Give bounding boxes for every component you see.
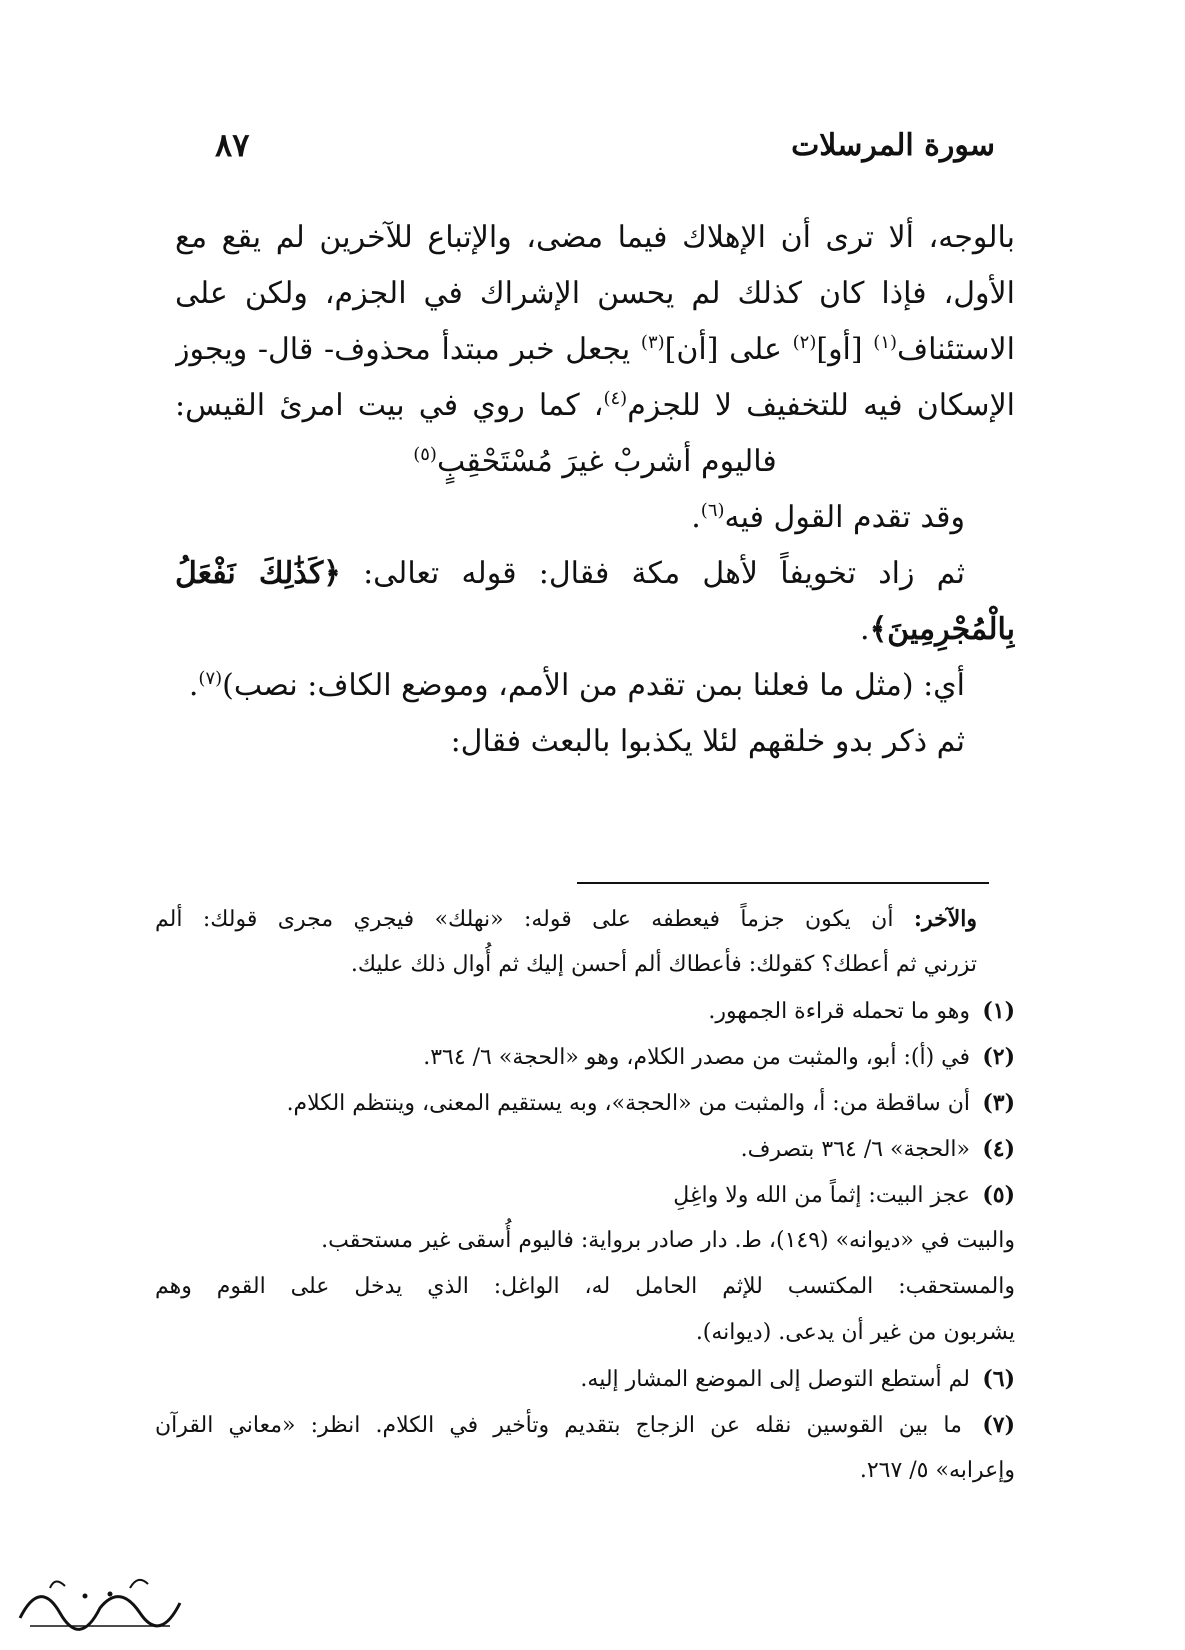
- footnote-separator: [577, 882, 989, 884]
- text-fragment: [أو]: [816, 332, 863, 367]
- main-text: [175, 210, 1015, 770]
- period: .: [860, 612, 870, 647]
- footnote-number: (١): [982, 998, 1015, 1024]
- text-line: [175, 658, 1015, 714]
- footnote-item: [155, 1172, 1015, 1218]
- footnote-item: [155, 1402, 1015, 1448]
- text-line: ثم ذكر بدو خلقهم لئلا يكذبوا بالبعث فقال:: [450, 724, 965, 759]
- verse-line: [175, 434, 1015, 490]
- footnote-number: (٢): [982, 1044, 1015, 1070]
- verse-text: فاليوم أشربْ غيرَ مُسْتَحْقِبٍ: [436, 444, 777, 479]
- quran-verse: بِالْمُجْرِمِينَ﴾: [869, 612, 1015, 647]
- page-number: ٨٧: [215, 126, 250, 164]
- footnote-line: والمستحقب: المكتسب للإثم الحامل له، الواغل: الذي يدخل على القوم وهم: [155, 1274, 1015, 1299]
- period: .: [188, 668, 199, 703]
- footnote-line: [155, 896, 1015, 942]
- text-fragment: يجعل خبر مبتدأ محذوف- قال- ويجوز: [175, 332, 631, 367]
- footnote-item: [155, 1034, 1015, 1080]
- running-title: سورة المرسلات: [791, 128, 995, 163]
- footnote-lead: والآخر:: [913, 906, 977, 932]
- text-line: [175, 602, 1015, 658]
- footnote-text: ما بين القوسين نقله عن الزجاج بتقديم وتأخير في الكلام. انظر: «معاني القرآن: [155, 1413, 962, 1438]
- footnote-marker[interactable]: (٦): [700, 500, 725, 521]
- footnote-text: أن يكون جزماً فيعطفه على قوله: «نهلك» فيجري مجرى قولك: ألم: [155, 907, 894, 932]
- text-line: [175, 322, 1015, 378]
- text-line: [175, 546, 1015, 602]
- footnote-marker[interactable]: (٧): [198, 668, 223, 689]
- text-fragment: الإسكان فيه للتخفيف لا للجزم: [627, 388, 1015, 423]
- quran-verse: ﴿كَذَٰلِكَ نَفْعَلُ: [175, 556, 341, 591]
- text-fragment: وقد تقدم القول فيه: [724, 500, 965, 535]
- footnote-marker[interactable]: (٤): [603, 388, 628, 409]
- text-line: الأول، فإذا كان كذلك لم يحسن الإشراك في الجزم، ولكن على: [175, 276, 1015, 311]
- footnote-item: [155, 1356, 1015, 1402]
- footnote-line: وإعرابه» ٥/ ٢٦٧.: [859, 1458, 1015, 1483]
- footnote-number: (٥): [982, 1182, 1015, 1208]
- footnote-marker[interactable]: (٣): [640, 332, 665, 353]
- publisher-logo: [10, 1568, 190, 1638]
- period: .: [691, 500, 701, 535]
- footnote-number: (٣): [982, 1090, 1015, 1116]
- footnote-text: أن ساقطة من: أ، والمثبت من «الحجة»، وبه يستقيم المعنى، وينتظم الكلام.: [286, 1091, 970, 1116]
- footnote-marker[interactable]: (٥): [413, 444, 437, 465]
- footnote-line: والبيت في «ديوانه» (١٤٩)، ط. دار صادر برواية: فاليوم أُسقى غير مستحقب.: [321, 1228, 1015, 1253]
- footnote-number: (٦): [982, 1366, 1015, 1392]
- text-line: [175, 378, 1015, 434]
- text-line: بالوجه، ألا ترى أن الإهلاك فيما مضى، والإتباع للآخرين لم يقع مع: [175, 220, 1015, 255]
- footnote-item: [155, 1080, 1015, 1126]
- footnote-text: عجز البيت: إثماً من الله ولا واغِلِ: [673, 1183, 970, 1208]
- footnote-marker[interactable]: (١): [873, 332, 898, 353]
- footnote-number: (٤): [982, 1136, 1015, 1162]
- footnote-line: يشربون من غير أن يدعى. (ديوانه).: [695, 1320, 1015, 1345]
- footnote-marker[interactable]: (٢): [792, 332, 817, 353]
- footnote-text: «الحجة» ٦/ ٣٦٤ بتصرف.: [740, 1137, 970, 1162]
- footnote-text: وهو ما تحمله قراءة الجمهور.: [708, 999, 970, 1024]
- footnote-text: في (أ): أبو، والمثبت من مصدر الكلام، وهو «الحجة» ٦/ ٣٦٤.: [423, 1045, 970, 1070]
- footnote-item: [155, 1126, 1015, 1172]
- text-line: [175, 490, 1015, 546]
- text-fragment: ثم زاد تخويفاً لأهل مكة فقال: قوله تعالى:: [363, 556, 965, 591]
- footnote-line: تزرني ثم أعطك؟ كقولك: فأعطاك ألم أحسن إليك ثم أُوال ذلك عليك.: [350, 952, 977, 977]
- text-fragment: ، كما روي في بيت امرئ القيس:: [175, 388, 604, 423]
- footnotes: [155, 896, 1015, 1494]
- text-fragment: الاستئناف: [897, 332, 1015, 367]
- footnote-item: [155, 988, 1015, 1034]
- footnote-number: (٧): [982, 1412, 1015, 1438]
- text-fragment: على [أن]: [664, 332, 782, 367]
- text-fragment: أي: (مثل ما فعلنا بمن تقدم من الأمم، وموضع الكاف: نصب): [222, 668, 965, 703]
- footnote-text: لم أستطع التوصل إلى الموضع المشار إليه.: [580, 1367, 970, 1392]
